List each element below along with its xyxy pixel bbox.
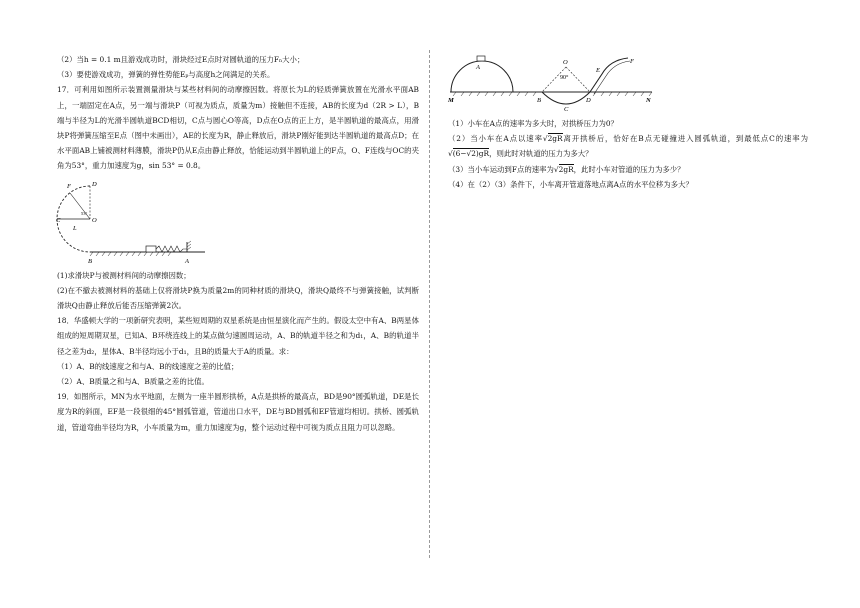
- q19-part2-root: 2gR: [547, 134, 563, 144]
- label-angle: 53°: [81, 210, 88, 216]
- q19-figure: [448, 50, 670, 114]
- label-D: D: [586, 97, 591, 104]
- label-B: B: [88, 257, 92, 265]
- label-C: C: [564, 106, 569, 113]
- label-B: B: [537, 97, 541, 104]
- q17-stem: 17．可利用如图所示装置测量滑块与某些材料间的动摩擦因数。将原长为L的轻质弹簧放置在光滑水平面AB上，一端固定在A点，另一端与滑块P（可视为质点，质量为m）接触但不连接，AB的长度为d（2R > L），B端与半径为L的光滑半圆轨道BCD相切，C点与圆心O等高，D点在O点的正上方，是半圆轨道的最高点，用滑块P将弹簧压缩至E点（图中未画出），AE的长度为R，静止释放后，滑块P刚好能到达半圆轨道的最高点D；在水平面AB上铺被测材料薄膜，滑块P仍从E点由静止释放，恰能运动到半圆轨道上的F点，O、F连线与OC的夹角为53°，重力加速度为g，sin 53° = 0.8。: [57, 85, 419, 171]
- column-divider: [429, 50, 430, 558]
- left-column: [57, 52, 419, 435]
- label-N: N: [646, 97, 651, 104]
- q18-part2: （2）A、B质量之和与A、B质量之差的比值。: [57, 377, 209, 387]
- q19-part2-a: （2）当小车在A点以速率: [448, 134, 543, 144]
- label-A: A: [476, 64, 480, 71]
- q19-part3-b: ，此时小车对管道的压力为多少？: [573, 164, 685, 174]
- label-A: A: [185, 257, 189, 265]
- label-D: D: [92, 180, 97, 188]
- q19-part2-b: 离开拱桥后，恰好在B点无碰撞进入圆弧轨道，到最低点C的速率为: [562, 134, 808, 144]
- label-O: O: [92, 216, 97, 224]
- bridge-track-diagram: [448, 50, 670, 114]
- semicircle-track-diagram: [57, 178, 207, 266]
- label-C: C: [56, 216, 61, 224]
- label-angle: 90°: [560, 75, 569, 81]
- q19-part3: （3）当小车运动到F点的速率为√2gR，此时小车对管道的压力为多少？: [448, 164, 685, 174]
- q19-part1: （1）小车在A点的速率为多大时，对拱桥压力为0？: [448, 119, 618, 128]
- q19-part2: （2）当小车在A点以速率√2gR离开拱桥后，恰好在B点无碰撞进入圆弧轨道，到最低点C的速率为√(6−√2)gR，则此时对轨道的压力为多大？: [448, 134, 808, 159]
- label-O: O: [563, 59, 568, 66]
- q16-part3: （3）要使游戏成功，弹簧的弹性势能Eₚ与高度h之间满足的关系。: [57, 70, 275, 80]
- label-E: E: [596, 67, 600, 74]
- right-column: [448, 116, 808, 192]
- q19-part4: （4）在（2）（3）条件下，小车离开管道落地点离A点的水平位移为多大？: [448, 179, 693, 189]
- label-L: L: [73, 224, 77, 232]
- q18-part1: （1）A、B的线速度之和与A、B的线速度之差的比值；: [57, 361, 239, 371]
- q19-part2-root2: (6−√2)gR: [452, 149, 490, 159]
- q19-stem: 19．如图所示，MN为水平地面，左侧为一座半圆形拱桥，A点是拱桥的最高点，BD是90°圆弧轨道，DE是长度为R的斜面，EF是一段很细的45°圆弧管道，管道出口水平，DE与BD圆弧和EF管道均相切。拱桥、圆弧轨道，管道弯曲半径均为R，小车质量为m，重力加速度为g，整个运动过程中可视为质点且阻力可以忽略。: [57, 392, 419, 432]
- q19-part3-root: 2gR: [558, 164, 574, 174]
- q17-part1: (1)求滑块P与被测材料间的动摩擦因数；: [57, 270, 191, 280]
- q19-part3-a: （3）当小车运动到F点的速率为: [448, 164, 554, 174]
- label-M: M: [448, 97, 454, 104]
- q16-part2: （2）当h = 0.1 m且游戏成功时，滑块经过E点时对圆轨道的压力Fₙ大小；: [57, 55, 305, 64]
- q17-part2: (2)在不撤去被测材料的基础上仅将滑块P换为质量2m的同种材质的滑块Q，滑块Q最终不与弹簧接触，试判断滑块Q由静止释放后能否压缩弹簧2次。: [57, 285, 419, 311]
- q18-stem: 18．华盛顿大学的一项新研究表明，某些短周期的双星系统是由恒星演化而产生的。假设太空中有A、B两星体组成的短周期双星，已知A、B环绕连线上的某点做匀速圆周运动，A、B的轨道半径之和为d₁，A、B的轨道半径之差为d₂，星体A、B半径均远小于d₁，且B的质量大于A的质量。求：: [57, 316, 419, 356]
- label-F: F: [630, 58, 634, 65]
- q19-part2-c: ，则此时对轨道的压力为多大？: [489, 149, 593, 159]
- label-F: F: [67, 182, 71, 190]
- q17-figure: [57, 178, 207, 266]
